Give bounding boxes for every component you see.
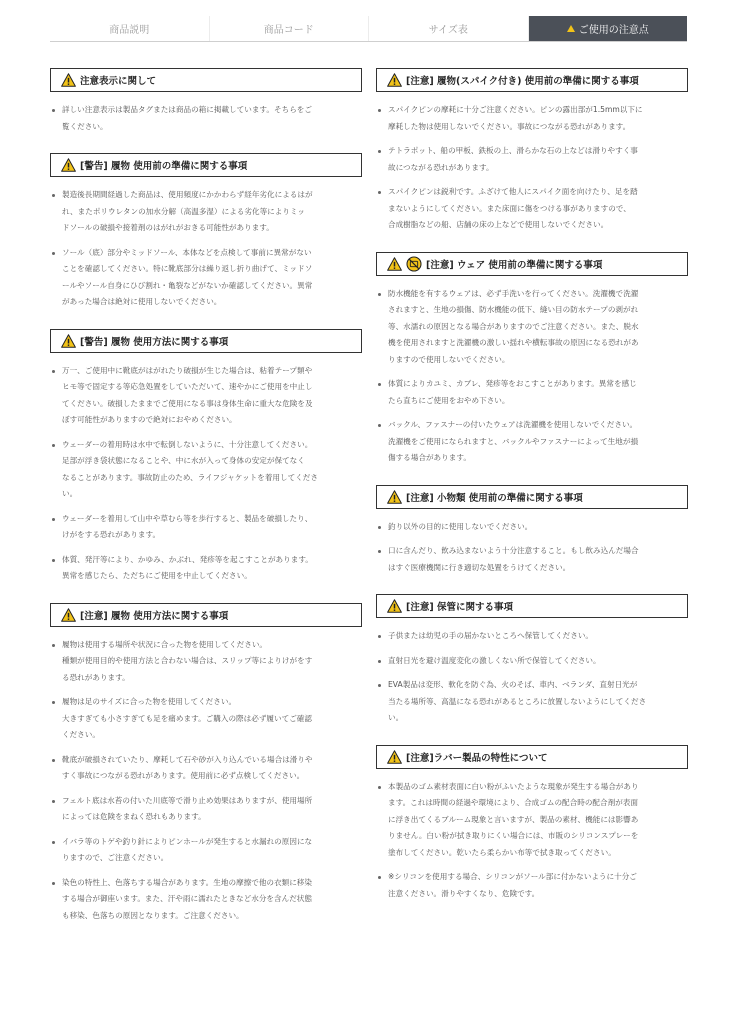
section-heading <box>376 485 688 509</box>
warning-icon <box>61 73 76 87</box>
list-item: 体質によりカユミ、カブレ、発疹等をおこすことがあります。異常を感じ たら直ちにご使用をおやめ下さい。 <box>376 376 688 409</box>
tab-product-code[interactable] <box>210 16 370 41</box>
section-title: [注意] 履物(スパイク付き) 使用前の準備に関する事項 <box>406 76 639 87</box>
notice-list <box>376 628 688 727</box>
list-item: 履物は足のサイズに合った物を使用してください。 大きすぎても小さすぎても足を痛めます。ご購入の際は必ず履いてご確認 ください。 <box>50 694 362 744</box>
notice-list <box>376 519 688 577</box>
right-column <box>376 68 688 920</box>
warning-icon <box>567 25 575 32</box>
section-title: [注意] ウェア 使用前の準備に関する事項 <box>426 259 603 271</box>
section-heading <box>50 68 362 92</box>
list-item: ウェーダーを着用して山中や草むら等を歩行すると、製品を破損したり、 けがをする恐れがあります。 <box>50 511 362 544</box>
tab-label: サイズ表 <box>428 25 468 36</box>
notice-list <box>50 363 362 585</box>
list-item: 子供または幼児の手の届かないところへ保管してください。 <box>376 628 688 645</box>
no-dryer-icon <box>406 256 422 272</box>
warning-icon <box>387 750 402 764</box>
list-item: 染色の特性上、色落ちする場合があります。生地の摩擦で他の衣類に移染 する場合が御座います。また、汗や雨に濡れたときなど水分を含んだ状態 も移染、色落ちの原因となります。ご注意ください。 <box>50 875 362 925</box>
notice-list <box>376 102 688 234</box>
notice-section <box>50 329 362 585</box>
notice-list <box>376 286 688 467</box>
notice-section <box>50 68 362 135</box>
warning-icon <box>387 599 402 613</box>
list-item: ※シリコンを使用する場合、シリコンがソール部に付かないように十分ご 注意ください。滑りやすくなり、危険です。 <box>376 869 688 902</box>
notice-list <box>50 187 362 311</box>
list-item: 靴底が破損されていたり、摩耗して石や砂が入り込んでいる場合は滑りや すく事故につながる恐れがあります。使用前に必ず点検してください。 <box>50 752 362 785</box>
tab-product-description[interactable] <box>50 16 210 41</box>
list-item: 口に含んだり、飲み込まないよう十分注意すること。もし飲み込んだ場合 はすぐ医療機関に行き適切な処置をうけてください。 <box>376 543 688 576</box>
section-heading <box>50 329 362 353</box>
section-title: 注意表示に関して <box>80 76 157 87</box>
warning-icon <box>61 158 76 172</box>
notice-section <box>376 594 688 727</box>
tab-label: 商品コード <box>263 25 314 36</box>
warning-icon <box>61 334 76 348</box>
notice-section <box>50 603 362 925</box>
section-title: [注意] 履物 使用方法に関する事項 <box>80 610 229 622</box>
section-heading <box>376 68 688 92</box>
section-title: [警告] 履物 使用前の準備に関する事項 <box>80 161 248 172</box>
section-title: [注意]ラバー製品の特性について <box>406 752 548 764</box>
tab-label: 商品説明 <box>109 25 150 36</box>
notice-list <box>376 779 688 903</box>
list-item: スパイクピンの摩耗に十分ご注意ください。ピンの露出部が1.5mm以下に 摩耗した物は使用しないでください。事故につながる恐れがあります。 <box>376 102 688 135</box>
list-item: フェルト底は水苔の付いた川底等で滑り止め効果はありますが、使用場所 によっては危険をまねく恐れもあります。 <box>50 793 362 826</box>
list-item: 体質、発汗等により、かゆみ、かぶれ、発疹等を起こすことがあります。 異常を感じたら、ただちにご使用を中止してください。 <box>50 552 362 585</box>
notice-section <box>376 485 688 577</box>
list-item: イバラ等のトゲや釣り針によりピンホールが発生すると水漏れの原因にな りますので、ご注意ください。 <box>50 834 362 867</box>
warning-icon <box>387 490 402 504</box>
section-heading <box>376 594 688 618</box>
list-item: ウェーダーの着用時は水中で転倒しないように、十分注意してください。 足部が浮き袋状態になることや、中に水が入って身体の安定が保てなく なることがあります。事故防止のため、ライフジャケットを着用してくださ い。 <box>50 437 362 503</box>
list-item: 直射日光を避け温度変化の激しくない所で保管してください。 <box>376 653 688 670</box>
warning-icon <box>61 608 76 622</box>
notice-section <box>376 745 688 903</box>
section-title: [注意] 保管に関する事項 <box>406 602 513 613</box>
warning-icon <box>387 257 402 271</box>
list-item: テトラポット、船の甲板、鉄板の上、滑らかな石の上などは滑りやすく事 故につながる恐れがあります。 <box>376 143 688 176</box>
notice-section <box>376 252 688 467</box>
list-item: 製造後長期間経過した商品は、使用頻度にかかわらず経年劣化によるはが れ、またポリウレタンの加水分解（高温多湿）による劣化等によりミッ ドソールの破損や接着剤のはがれがおきる可能性があります。 <box>50 187 362 237</box>
section-heading <box>376 745 688 769</box>
list-item: 防水機能を有するウェアは、必ず手洗いを行ってください。洗濯機で洗濯 されますと、生地の損傷、防水機能の低下、縫い目の防水テープの剥がれ 等、水濡れの原因となる場合がありますのでご注意ください。また、脱水 機を使用されますと洗濯機の激しい揺れや横転事故の原因になる恐れがあ りますので使用しないでください。 <box>376 286 688 369</box>
list-item: 詳しい注意表示は製品タグまたは商品の箱に掲載しています。そちらをご 覧ください。 <box>50 102 362 135</box>
section-title: [警告] 履物 使用方法に関する事項 <box>80 336 229 348</box>
notice-list <box>50 102 362 135</box>
section-heading <box>50 603 362 627</box>
tab-label: ご使用の注意点 <box>578 25 649 36</box>
list-item: バックル、ファスナーの付いたウェアは洗濯機を使用しないでください。 洗濯機をご使用になられますと、バックルやファスナーによって生地が損 傷する場合があります。 <box>376 417 688 467</box>
list-item: ソール（底）部分やミッドソール、本体などを点検して事前に異常がない ことを確認してください。特に靴底部分は繰り返し折り曲げて、ミッドソ ールやソール自身にひび割れ・亀裂などがないか確認してください。異常 があった場合は絶対に使用しないでください。 <box>50 245 362 311</box>
tab-usage-notes[interactable] <box>529 16 688 41</box>
tab-size-chart[interactable] <box>369 16 529 41</box>
tab-bar <box>50 16 687 42</box>
list-item: 本製品のゴム素材表面に白い粉がふいたような現象が発生する場合があり ます。これは時間の経過や環境により、合成ゴムの配合時の配合剤が表面 に浮き出てくるブルーム現象と言いますが、製品の素材、機能には影響あ りません。白い粉が拭き取りにくい場合には、市販のシリコンスプレーを 塗布してください。乾いたら柔らかい布等で拭き取ってください。 <box>376 779 688 862</box>
list-item: 履物は使用する場所や状況に合った物を使用してください。 種類が使用目的や使用方法と合わない場合は、スリップ等によりけがをす る恐れがあります。 <box>50 637 362 687</box>
list-item: EVA製品は変形、軟化を防ぐ為、火のそば、車内、ベランダ、直射日光が 当たる場所等、高温になる恐れがあるところに放置しないようにしてくださ い。 <box>376 677 688 727</box>
section-heading <box>376 252 688 276</box>
notice-section <box>376 68 688 234</box>
warning-icon <box>387 73 402 87</box>
left-column <box>50 68 362 942</box>
notice-section <box>50 153 362 311</box>
list-item: 万一、ご使用中に靴底がはがれたり破損が生じた場合は、粘着テープ類や ヒモ等で固定する等応急処置をしていただいて、速やかにご使用を中止し てください。破損したままでご使用になる事は身体生命に重大な危険を及 ぼす可能性がありますので絶対におやめください。 <box>50 363 362 429</box>
notice-list <box>50 637 362 925</box>
list-item: 釣り以外の目的に使用しないでください。 <box>376 519 688 536</box>
section-heading <box>50 153 362 177</box>
section-title: [注意] 小物類 使用前の準備に関する事項 <box>406 492 583 504</box>
list-item: スパイクピンは鋭利です。ふざけて他人にスパイク面を向けたり、足を踏 まないようにしてください。また床面に傷をつける事がありますので、 合成樹脂などの船、店舗の床の上などで使用しないでください。 <box>376 184 688 234</box>
